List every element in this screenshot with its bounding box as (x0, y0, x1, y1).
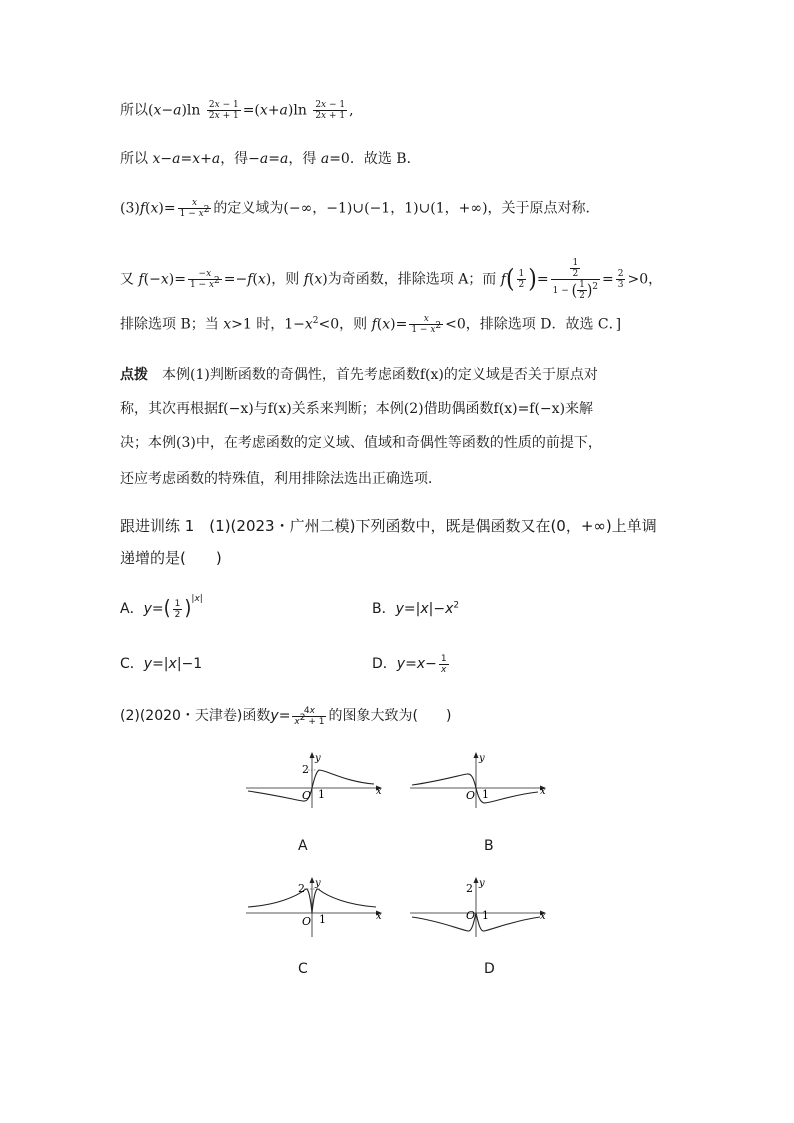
x-axis-label: x (376, 911, 382, 922)
text: 的定义域为(−∞，−1)∪(−1，1)∪(1，+∞)，关于原点对称． (213, 200, 600, 217)
exercise-line-1 (120, 516, 657, 536)
fraction: $\frac{1}{2}$ (174, 598, 181, 620)
option-a: A．y=( $\frac{1}{2}$ )$^{|x|}$ (120, 594, 203, 621)
text: <0，则 (318, 316, 372, 333)
tick-1: 1 (318, 788, 325, 801)
option-label: C． (120, 656, 144, 672)
fraction: $\frac{1}{2}$ (518, 269, 525, 290)
graph-b (410, 750, 550, 810)
fraction: $\frac{2x - 1}{2x + 1}$ (315, 100, 346, 121)
text: >0， (627, 271, 663, 288)
text: 本例(1)判断函数的奇偶性，首先考虑函数f(x)的定义域是否关于原点对 (162, 367, 598, 383)
note-line-4 (120, 469, 442, 489)
text: >1 时，1− (231, 316, 305, 333)
text: 所以( (120, 102, 154, 119)
fraction: $\frac{2x - 1}{2x + 1}$ (208, 100, 239, 121)
x-axis-label: x (540, 911, 546, 922)
option-b: B．$y=|x|-x^2$ (372, 600, 460, 617)
y-axis-label: y (479, 753, 485, 764)
text: ，得 (288, 151, 321, 167)
graph-a (246, 750, 386, 810)
fraction: $\frac{-x}{1 - x^2}$ (189, 269, 220, 290)
text: = (536, 271, 549, 288)
note-label: 点拨 (120, 367, 148, 383)
fraction: $\frac{x}{1 - x^2}$ (411, 314, 442, 335)
text: 递增的是( ) (120, 549, 222, 567)
graph-a-label: A (298, 838, 308, 854)
text: 为奇函数，排除选项 A；而 (327, 271, 501, 288)
text: )ln (181, 102, 201, 119)
solution-line-3: (3)f(x)= $\frac{x}{1 - x^2}$ 的定义域为(−∞，−1)∪(−1，1)∪(1，+∞)，关于原点对称． (120, 198, 600, 219)
solution-line-5: 排除选项 B；当 x>1 时，$1-x^2<0$，则 f(x)= $\frac{x}{1 - x^2}$ <0，排除选项 D．故选 C．] (120, 314, 622, 335)
text: 的图象大致为( ) (328, 708, 452, 724)
note-line-1 (120, 365, 680, 385)
fraction: $\frac{1}{x}$ (440, 653, 447, 675)
origin-label: O (302, 915, 312, 928)
question-2: (2)(2020・天津卷)函数y= $\frac{4x}{x^2 + 1}$ 的图象大致为( ) (120, 705, 452, 727)
text: =( (242, 102, 260, 119)
tick-1: 1 (482, 788, 489, 801)
option-c: C．y=|x|−1 (120, 656, 203, 672)
text: ，得− (220, 151, 260, 167)
text: =0．故选 B． (329, 151, 421, 167)
text: 称，其次再根据f(−x)与f(x)关系来判断；本例(2)借助偶函数f(x)=f(−x)来解 (120, 401, 594, 417)
origin-label: O (302, 789, 312, 802)
y-axis-label: y (479, 878, 485, 889)
text: 所以 (120, 151, 153, 167)
origin-label: O (466, 789, 476, 802)
text: (2)(2020・天津卷)函数 (120, 708, 271, 724)
tick-2: 2 (466, 882, 473, 895)
fraction: $\frac{4x}{x^2 + 1}$ (294, 705, 325, 727)
y-axis-label: y (315, 753, 321, 764)
option-label: A． (120, 601, 144, 617)
option-label: D． (372, 656, 397, 672)
tick-1: 1 (482, 909, 489, 922)
note-line-2 (120, 399, 593, 419)
origin-label: O (466, 909, 476, 922)
y-axis-label: y (315, 878, 321, 889)
solution-line-1: 所以(x−a)ln $\frac{2x - 1}{2x + 1}$ =(x+a)ln $\frac{2x - 1}{2x + 1}$ , (120, 100, 354, 121)
graph-d-label: D (484, 961, 495, 977)
fraction: $\frac{1}{2}$ 1 − ( $\frac{1}{2}$ )$^2$ (552, 258, 599, 301)
x-axis-label: x (540, 786, 546, 797)
fraction: $\frac{x}{1 - x^2}$ (179, 198, 210, 219)
text: ，则 (271, 271, 304, 288)
tick-2: 2 (302, 763, 309, 776)
text: , (349, 102, 354, 119)
solution-line-2: 所以 x−a=x+a，得−a=a，得 a=0．故选 B． (120, 151, 421, 167)
tick-2: 2 (298, 882, 305, 895)
x-axis-label: x (376, 786, 382, 797)
graph-d (410, 875, 550, 939)
option-label: B． (372, 601, 396, 617)
text: = (602, 271, 614, 288)
text: 又 (120, 271, 139, 288)
option-d: D．y=x− $\frac{1}{x}$ (372, 653, 447, 675)
fraction: $\frac{2}{3}$ (617, 269, 624, 290)
text: <0，排除选项 D．故选 C．] (445, 316, 622, 333)
text: 排除选项 B；当 (120, 316, 224, 333)
tick-1: 1 (319, 913, 326, 926)
text: 决；本例(3)中，在考虑函数的定义域、值域和奇偶性等函数的性质的前提下， (120, 435, 602, 451)
text: 还应考虑函数的特殊值，利用排除法选出正确选项． (120, 471, 442, 487)
text: (3) (120, 200, 140, 217)
solution-line-4: 又 f(−x)= $\frac{-x}{1 - x^2}$ =−f(x)，则 f(x)为奇函数，排除选项 A；而 f( $\frac{1}{2}$ )= $\frac{1}{2}$ 1 − ( $\frac{1}{2}$ )$^2$ = $\frac{2}{3}$ >0， (120, 258, 663, 301)
exercise-line-2 (120, 548, 222, 568)
graph-b-label: B (484, 838, 494, 854)
graph-c-label: C (298, 961, 308, 977)
graph-c (246, 875, 386, 939)
text: 跟进训练 1 (1)(2023・广州二模)下列函数中，既是偶函数又在(0，+∞)上单调 (120, 517, 657, 535)
note-line-3 (120, 433, 602, 453)
